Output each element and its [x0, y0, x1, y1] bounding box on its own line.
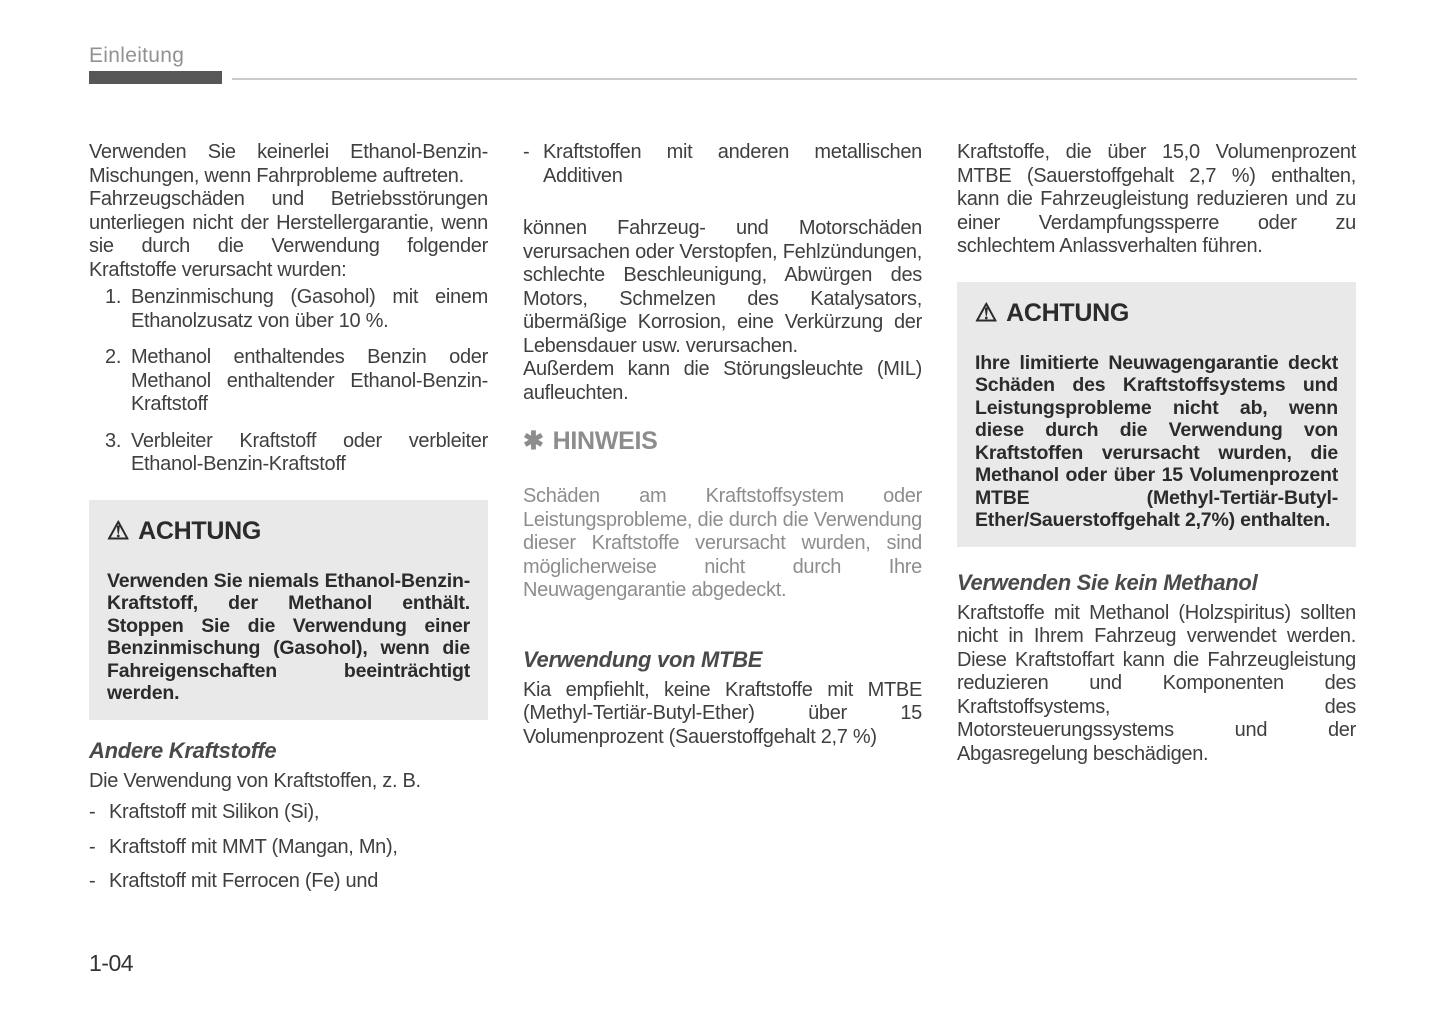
page-header	[89, 44, 1357, 84]
list-item-text: Kraftstoffen mit anderen metallischen Additiven	[543, 141, 922, 187]
list-item	[89, 801, 488, 825]
caution-box-warranty	[957, 282, 1356, 547]
list-item	[89, 870, 488, 894]
list-item-text: Verbleiter Kraftstoff oder verbleiter Ethanol-Benzin-Kraftstoff	[131, 429, 488, 475]
column-1	[89, 141, 488, 905]
dash-marker: -	[89, 801, 96, 823]
content-columns	[89, 141, 1357, 905]
dash-marker: -	[523, 141, 530, 163]
additives-dash-list	[523, 141, 922, 188]
caution-body-text: Ihre limitierte Neuwagengarantie deckt Schäden des Kraftstoffsystems und Leistungsprobleme nicht ab, wenn diese durch die Verwendung von Kraftstoffen verursacht wurden, die Methanol oder über 15 Volumenprozent MTBE (Methyl-Tertiär-Butyl-Ether/Sauerstoffgehalt 2,7%) enthalten.	[975, 351, 1338, 531]
section-heading-kein-methanol: Verwenden Sie kein Methanol	[957, 569, 1258, 595]
list-item	[89, 346, 488, 417]
caution-title-label: ACHTUNG	[138, 516, 262, 545]
header-rule-row	[89, 71, 1357, 84]
dash-marker: -	[89, 870, 96, 892]
list-number: 2.	[105, 346, 122, 368]
caution-title	[107, 517, 470, 546]
section-heading-andere-kraftstoffe: Andere Kraftstoffe	[89, 737, 277, 763]
list-item-text: Methanol enthaltendes Benzin oder Methanol enthaltender Ethanol-Benzin-Kraftstoff	[131, 346, 488, 415]
notice-box	[523, 427, 922, 603]
list-item-text: Kraftstoff mit MMT (Mangan, Mn),	[109, 835, 398, 858]
list-item-text: Kraftstoff mit Ferrocen (Fe) und	[109, 870, 379, 892]
paragraph-mtbe: Kia empfiehlt, keine Kraftstoffe mit MTBE (Methyl-Tertiär-Butyl-Ether) über 15 Volumenprozent (Sauerstoffgehalt 2,7 %)	[523, 678, 922, 748]
caution-title-label: ACHTUNG	[1006, 298, 1130, 327]
section-heading-mtbe: Verwendung von MTBE	[523, 646, 763, 672]
asterisk-icon: ✱	[523, 427, 544, 455]
fuel-dash-list	[89, 801, 488, 894]
header-rule	[232, 78, 1357, 80]
list-item	[523, 141, 922, 188]
list-item	[89, 836, 488, 860]
warning-triangle-icon: ⚠	[107, 516, 130, 545]
paragraph-mil-lamp: Außerdem kann die Störungsleuchte (MIL) aufleuchten.	[523, 358, 922, 404]
paragraph-andere-intro: Die Verwendung von Kraftstoffen, z. B.	[89, 769, 421, 792]
header-bar	[89, 71, 222, 84]
chapter-title: Einleitung	[89, 44, 185, 67]
caution-body-text: Verwenden Sie niemals Ethanol-Benzin-Kraftstoff, der Methanol enthält. Stoppen Sie die Verwendung einer Benzinmischung (Gasohol), wenn die Fahreigenschaften beeinträchtigt werden.	[107, 569, 470, 704]
warning-triangle-icon: ⚠	[975, 298, 998, 327]
paragraph-warranty-intro: Fahrzeugschäden und Betriebsstörungen unterliegen nicht der Herstellergarantie, wenn sie durch die Verwendung folgender Kraftstoffe verursacht wurden:	[89, 188, 488, 281]
paragraph-mtbe-effects: Kraftstoffe, die über 15,0 Volumenprozent MTBE (Sauerstoffgehalt 2,7 %) enthalten, kann die Fahrzeugleistung reduzieren und zu einer Verdampfungssperre oder zu schlechtem Anlassverhalten führen.	[957, 141, 1356, 257]
paragraph-damage-effects: können Fahrzeug- und Motorschäden verursachen oder Verstopfen, Fehlzündungen, schlechte Beschleunigung, Abwürgen des Motors, Schmelzen des Katalysators, übermäßige Korrosion, eine Verkürzung der Lebensdauer usw. verursachen.	[523, 217, 922, 357]
list-item-text: Kraftstoff mit Silikon (Si),	[109, 801, 320, 823]
list-number: 3.	[105, 429, 122, 452]
paragraph-methanol: Kraftstoffe mit Methanol (Holzspiritus) sollten nicht in Ihrem Fahrzeug verwendet werden. Diese Kraftstoffart kann die Fahrzeugleistung reduzieren und Komponenten des Kraftstoffsystems, des Motorsteuerungssystems und der Abgasregelung beschädigen.	[957, 601, 1356, 765]
caution-box-ethanol	[89, 500, 488, 720]
fuel-numbered-list	[89, 286, 488, 477]
column-2	[523, 141, 922, 905]
page-number: 1-04	[89, 950, 134, 976]
caution-title	[975, 299, 1338, 328]
list-item	[89, 286, 488, 333]
list-item	[89, 430, 488, 477]
notice-body-text: Schäden am Kraftstoffsystem oder Leistungsprobleme, die durch die Verwendung dieser Kraftstoffe verursacht wurden, sind möglicherweise nicht durch Ihre Neuwagengarantie abgedeckt.	[523, 485, 922, 601]
dash-marker: -	[89, 835, 96, 858]
column-3	[957, 141, 1356, 905]
notice-title	[523, 427, 922, 456]
list-number: 1.	[105, 286, 122, 308]
notice-title-label: HINWEIS	[552, 427, 658, 455]
list-item-text: Benzinmischung (Gasohol) mit einem Ethanolzusatz von über 10 %.	[131, 286, 488, 332]
paragraph-ethanol-mix: Verwenden Sie keinerlei Ethanol-Benzin-Mischungen, wenn Fahrprobleme auftreten.	[89, 141, 488, 187]
